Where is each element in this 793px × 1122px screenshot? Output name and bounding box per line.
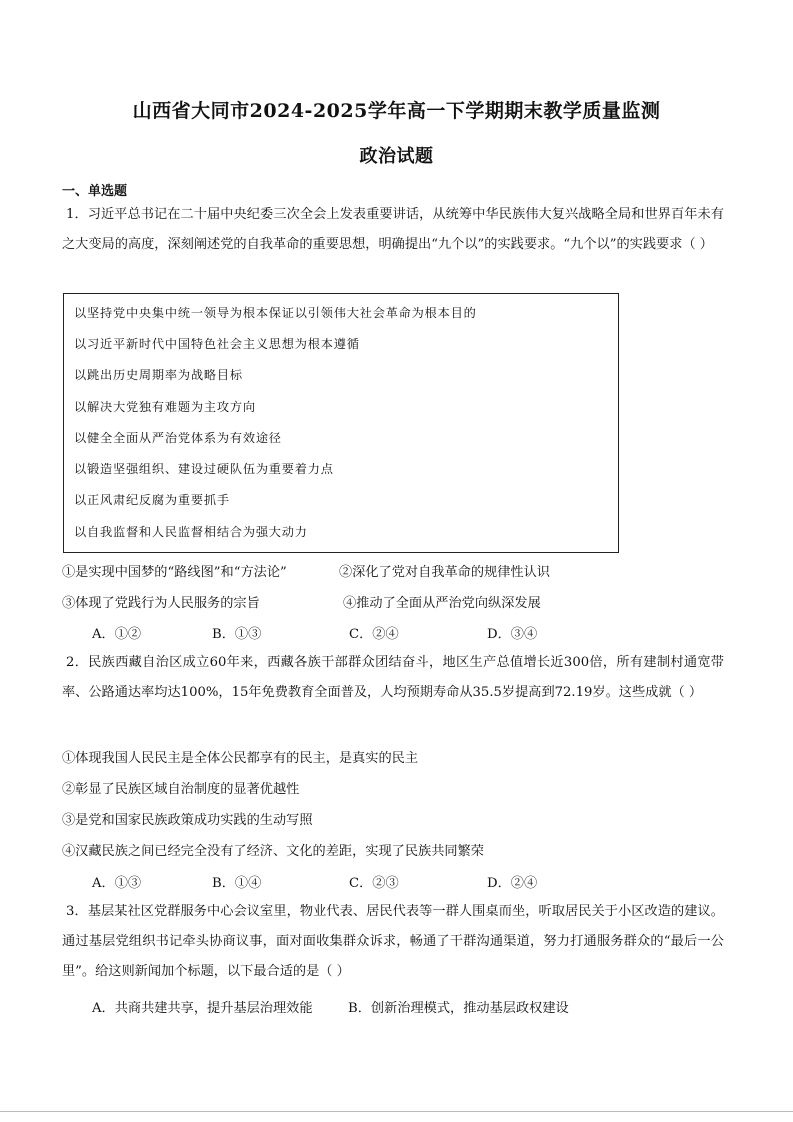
q2-choice-b[interactable]: B．①④	[212, 876, 262, 891]
box-line: 以坚持党中央集中统一领导为根本保证以引领伟大社会革命为根本目的	[74, 306, 477, 320]
section-heading: 一、单选题	[62, 184, 128, 199]
box-line: 以锻造坚强组织、建设过硬队伍为重要着力点	[74, 462, 334, 476]
box-line: 以习近平新时代中国特色社会主义思想为根本遵循	[74, 337, 360, 351]
nine-requirements-box	[63, 293, 619, 553]
question-2-stem: 2．民族西藏自治区成立60年来，西藏各族干部群众团结奋斗，地区生产总值增长近300倍，所有建制村通宽带率、公路通达率均达100%，15年免费教育全面普及，人均预期寿命从35.5岁提高到72.19岁。这些成就（ ）	[62, 655, 724, 700]
q1-option-4: ④推动了全面从严治党向纵深发展	[343, 596, 541, 611]
q2-choice-d[interactable]: D．②④	[487, 876, 538, 891]
page-bottom-divider	[0, 1111, 793, 1112]
q3-choice-b[interactable]: B．创新治理模式，推动基层政权建设	[348, 1001, 569, 1016]
q1-choice-c[interactable]: C．②④	[349, 627, 399, 642]
q1-option-2: ②深化了党对自我革命的规律性认识	[339, 565, 550, 580]
q2-option-3: ③是党和国家民族政策成功实践的生动写照	[62, 813, 313, 828]
box-line: 以跳出历史周期率为战略目标	[74, 368, 243, 382]
question-3-stem: 3．基层某社区党群服务中心会议室里，物业代表、居民代表等一群人围桌而坐，听取居民关于小区改造的建议。通过基层党组织书记牵头协商议事，面对面收集群众诉求，畅通了干群沟通渠道，努力打通服务群众的“最后一公里”。给这则新闻加个标题，以下最合适的是（ ）	[62, 904, 724, 979]
box-line: 以自我监督和人民监督相结合为强大动力	[74, 525, 308, 539]
q2-option-4: ④汉藏民族之间已经完全没有了经济、文化的差距，实现了民族共同繁荣	[62, 844, 484, 859]
box-line: 以健全全面从严治党体系为有效途径	[74, 431, 282, 445]
box-line: 以解决大党独有难题为主攻方向	[74, 400, 256, 414]
q3-choice-a[interactable]: A．共商共建共享，提升基层治理效能	[92, 1001, 313, 1016]
page-title: 山西省大同市2024-2025学年高一下学期期末教学质量监测	[132, 100, 661, 122]
q1-choice-d[interactable]: D．③④	[487, 627, 538, 642]
box-line: 以正风肃纪反腐为重要抓手	[74, 493, 230, 507]
q2-choice-a[interactable]: A．①③	[92, 876, 142, 891]
q2-option-2: ②彰显了民族区域自治制度的显著优越性	[62, 782, 300, 797]
q1-option-1: ①是实现中国梦的“路线图”和“方法论”	[62, 565, 287, 580]
page-subtitle: 政治试题	[359, 146, 434, 167]
q2-option-1: ①体现我国人民民主是全体公民都享有的民主，是真实的民主	[62, 751, 419, 766]
q1-choice-b[interactable]: B．①③	[212, 627, 262, 642]
q2-choice-c[interactable]: C．②③	[349, 876, 399, 891]
q1-choice-a[interactable]: A．①②	[92, 627, 142, 642]
q1-option-3: ③体现了党践行为人民服务的宗旨	[62, 596, 260, 611]
question-1-stem: 1．习近平总书记在二十届中央纪委三次全会上发表重要讲话，从统筹中华民族伟大复兴战略全局和世界百年未有之大变局的高度，深刻阐述党的自我革命的重要思想，明确提出“九个以”的实践要求。“九个以”的实践要求（ ）	[62, 207, 724, 252]
